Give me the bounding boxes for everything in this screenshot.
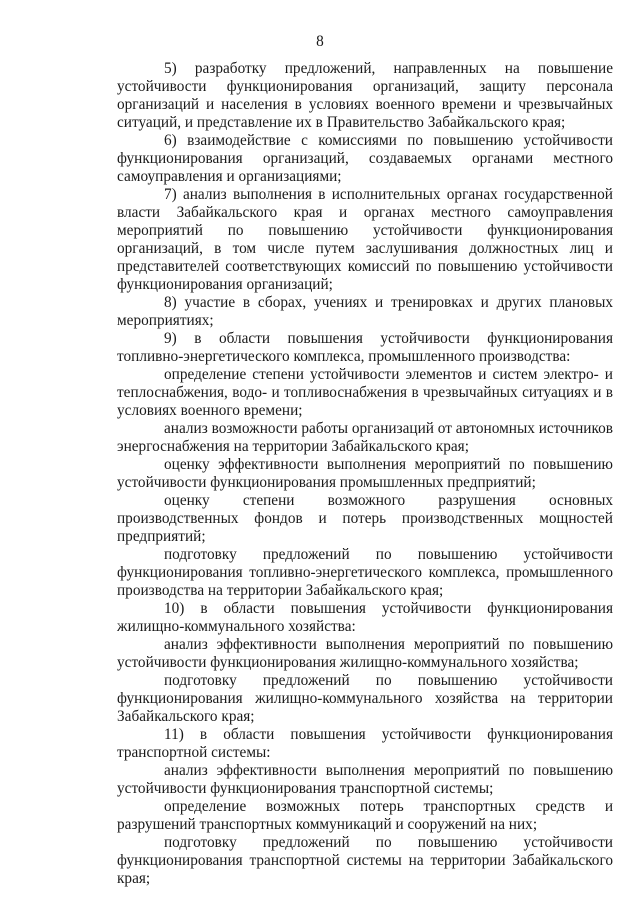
paragraph-item-9: 9) в области повышения устойчивости функционирования топливно-энергетического комплекса, промышленного производства: <box>117 330 613 365</box>
paragraph-item-8: 8) участие в сборах, учениях и тренировках и других плановых мероприятиях; <box>117 294 613 329</box>
paragraph-subitem: определение возможных потерь транспортных средств и разрушений транспортных коммуникаций и сооружений на них; <box>117 798 613 833</box>
paragraph-item-6: 6) взаимодействие с комиссиями по повышению устойчивости функционирования организаций, создаваемых органами местного самоуправления и организациями; <box>117 132 613 185</box>
document-body <box>117 60 613 888</box>
paragraph-item-10: 10) в области повышения устойчивости функционирования жилищно-коммунального хозяйства: <box>117 600 613 635</box>
paragraph-subitem: анализ эффективности выполнения мероприятий по повышению устойчивости функционирования жилищно-коммунального хозяйства; <box>117 636 613 671</box>
paragraph-item-7: 7) анализ выполнения в исполнительных органах государственной власти Забайкальского края и органах местного самоуправления мероприятий по повышению устойчивости функционирования организаций, в том числе путем заслушивания должностных лиц и представителей соответствующих комиссий по повышению устойчивости функционирования организаций; <box>117 186 613 293</box>
paragraph-subitem: анализ эффективности выполнения мероприятий по повышению устойчивости функционирования транспортной системы; <box>117 762 613 797</box>
paragraph-item-5: 5) разработку предложений, направленных на повышение устойчивости функционирования организаций, защиту персонала организаций и населения в условиях военного времени и чрезвычайных ситуаций, и представление их в Правительство Забайкальского края; <box>117 60 613 131</box>
page-number: 8 <box>316 33 324 50</box>
paragraph-subitem: подготовку предложений по повышению устойчивости функционирования жилищно-коммунального хозяйства на территории Забайкальского края; <box>117 672 613 725</box>
paragraph-subitem: подготовку предложений по повышению устойчивости функционирования транспортной системы на территории Забайкальского края; <box>117 834 613 887</box>
paragraph-subitem: подготовку предложений по повышению устойчивости функционирования топливно-энергетического комплекса, промышленного производства на территории Забайкальского края; <box>117 546 613 599</box>
paragraph-subitem: анализ возможности работы организаций от автономных источников энергоснабжения на территории Забайкальского края; <box>117 420 613 455</box>
paragraph-subitem: оценку степени возможного разрушения основных производственных фондов и потерь производственных мощностей предприятий; <box>117 492 613 545</box>
paragraph-subitem: определение степени устойчивости элементов и систем электро- и теплоснабжения, водо- и топливоснабжения в чрезвычайных ситуациях и в условиях военного времени; <box>117 366 613 419</box>
paragraph-subitem: оценку эффективности выполнения мероприятий по повышению устойчивости функционирования промышленных предприятий; <box>117 456 613 491</box>
paragraph-item-11: 11) в области повышения устойчивости функционирования транспортной системы: <box>117 726 613 761</box>
